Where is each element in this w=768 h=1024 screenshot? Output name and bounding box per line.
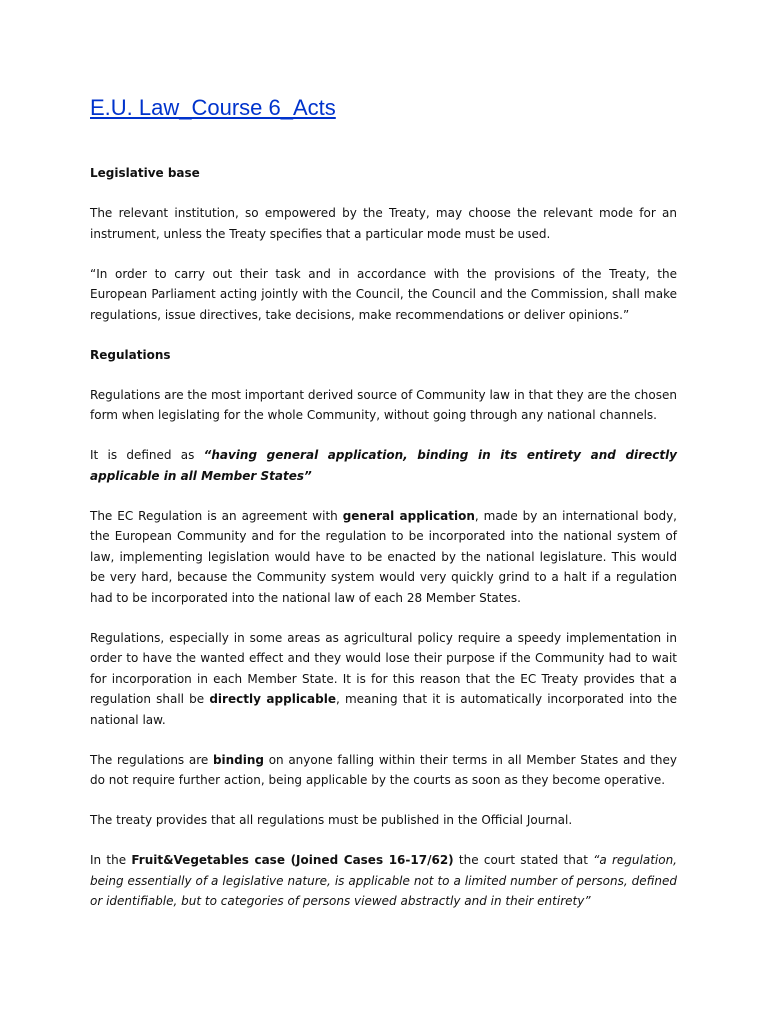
p7-bold-binding: binding bbox=[212, 752, 265, 767]
p7-text-a: The regulations are bbox=[90, 752, 213, 767]
p5-text-a: The EC Regulation is an agreement with bbox=[90, 508, 343, 523]
p9-italic-court-quote: “a regulation, being essentially of a legislative nature, is applicable not to a limited number of persons, defined or identifiable, but to categories of persons viewed abstractly and in their entirety” bbox=[90, 853, 678, 908]
paragraph-9 bbox=[90, 850, 677, 912]
p5-text-b: , made by an international body, the European Community and for the regulation to be incorporated into the national system of law, implementing legislation would have to be enacted by the national legislature. This would be very hard, because the Community system would very quickly grind to a halt if a regulation had to be incorporated into the national law of each 28 Member States. bbox=[90, 508, 677, 605]
p9-text-a: In the bbox=[90, 853, 132, 867]
paragraph-5 bbox=[90, 506, 677, 609]
p4-definition-quote: “having general application, binding in its entirety and directly applicable in all Member States” bbox=[90, 448, 678, 483]
paragraph-4 bbox=[90, 445, 677, 486]
paragraph-6 bbox=[90, 628, 677, 731]
p6-text-b: , meaning that it is automatically incorporated into the national law. bbox=[90, 692, 677, 727]
p7-text-b: on anyone falling within their terms in all Member States and they do not require further action, being applicable by the courts as soon as they become operative. bbox=[90, 752, 678, 787]
paragraph-3: Regulations are the most important derived source of Community law in that they are the chosen form when legislating for the whole Community, without going through any national channels. bbox=[90, 387, 677, 422]
p5-bold-general-application: general application bbox=[342, 508, 475, 523]
document-body bbox=[90, 163, 677, 931]
document-title-link[interactable]: E.U. Law_Course 6_Acts bbox=[90, 95, 336, 120]
p4-text: It is defined as bbox=[90, 448, 204, 462]
paragraph-7 bbox=[90, 750, 677, 791]
paragraph-8: The treaty provides that all regulations must be published in the Official Journal. bbox=[90, 813, 573, 827]
paragraph-2-quote: “In order to carry out their task and in accordance with the provisions of the Treaty, the European Parliament acting jointly with the Council, the Council and the Commission, shall make regulations, issue directives, take decisions, make recommendations or deliver opinions.” bbox=[90, 266, 677, 322]
p6-bold-directly-applicable: directly applicable bbox=[209, 692, 336, 706]
heading-regulations: Regulations bbox=[90, 347, 171, 362]
p9-bold-case-name: Fruit&Vegetables case (Joined Cases 16-17/62) bbox=[131, 853, 454, 867]
p9-text-b: the court stated that bbox=[453, 853, 594, 867]
p6-text-a: Regulations, especially in some areas as agricultural policy require a speedy implementation in order to have the wanted effect and they would lose their purpose if the Community had to wait for incorporation in each Member State. It is for this reason that the EC Treaty provides that a regulation shall be bbox=[90, 630, 677, 706]
heading-legislative-base: Legislative base bbox=[90, 166, 200, 180]
paragraph-1: The relevant institution, so empowered by the Treaty, may choose the relevant mode for an instrument, unless the Treaty specifies that a particular mode must be used. bbox=[90, 206, 677, 241]
